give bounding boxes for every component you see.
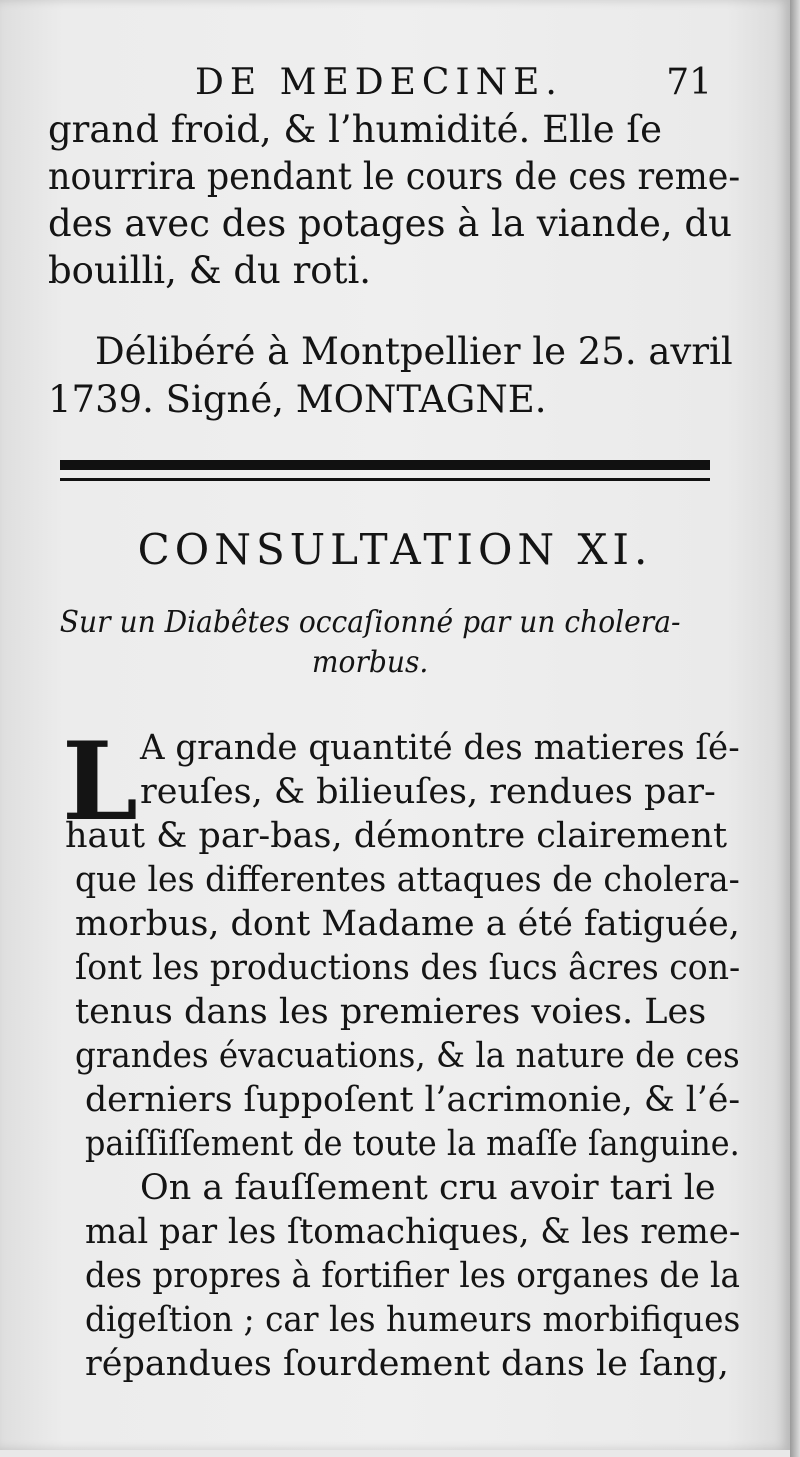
text-line: derniers ſuppoſent l’acrimonie, & l’é- <box>85 1080 741 1120</box>
text-line: reuſes, & bilieuſes, rendues par- <box>140 772 716 812</box>
text-line: tenus dans les premieres voies. Les <box>75 992 707 1032</box>
text-line: mal par les ſtomachiques, & les reme- <box>85 1212 741 1252</box>
consultation-subtitle: Sur un Diabêtes occaſionné par un cholera- <box>59 605 681 640</box>
running-head: DE MEDECINE. <box>195 62 563 103</box>
page-edge-shadow <box>790 0 800 1457</box>
text-line: ſont les productions des ſucs âcres con- <box>75 948 741 988</box>
consultation-subtitle: morbus. <box>311 645 429 680</box>
text-line: grandes évacuations, & la nature de ces <box>75 1036 740 1076</box>
text-line: digeſtion ; car les humeurs morbifiques <box>85 1300 741 1340</box>
text-line: des propres à fortifier les organes de la <box>85 1256 740 1296</box>
text-line: paiſſiſſement de toute la maſſe ſanguine. <box>85 1124 740 1164</box>
text-line: que les differentes attaques de cholera- <box>75 860 740 900</box>
section-rule-thin <box>60 478 710 481</box>
deliberation-line: Délibéré à Montpellier le 25. avril <box>95 330 733 373</box>
section-rule-thick <box>60 460 710 470</box>
text-line: bouilli, & du roti. <box>48 249 372 292</box>
drop-cap: L <box>62 719 138 845</box>
text-line: nourrira pendant le cours de ces reme- <box>48 155 741 198</box>
text-line: On a fauſſement cru avoir tari le <box>140 1168 716 1208</box>
signature-line: 1739. Signé, MONTAGNE. <box>48 378 547 421</box>
text-line: haut & par-bas, démontre clairement <box>65 816 728 856</box>
text-line: A grande quantité des matieres ſé- <box>140 728 740 768</box>
text-line: grand froid, & l’humidité. Elle ſe <box>48 108 663 151</box>
text-line: morbus, dont Madame a été fatiguée, <box>75 904 740 944</box>
page-header <box>60 62 720 112</box>
text-line: répandues ſourdement dans le ſang, <box>85 1344 729 1384</box>
text-line: des avec des potages à la viande, du <box>48 202 732 245</box>
consultation-title: CONSULTATION XI. <box>137 525 653 574</box>
page-number: 71 <box>666 62 712 103</box>
